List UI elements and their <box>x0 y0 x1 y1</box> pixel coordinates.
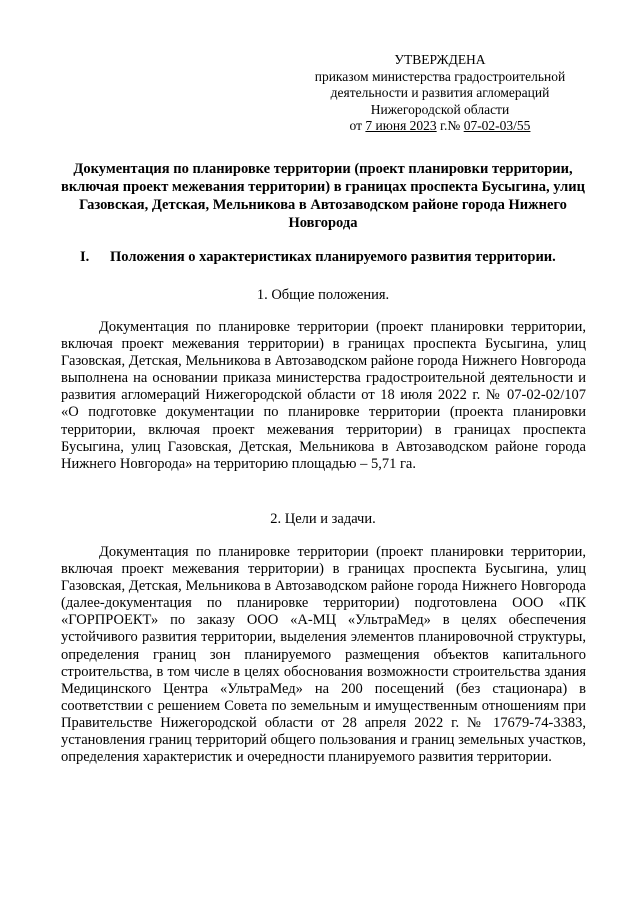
approval-date: 7 июня 2023 <box>365 118 437 133</box>
section-title: Положения о характеристиках планируемого развития территории. <box>110 249 556 265</box>
approval-region: Нижегородской области <box>370 101 510 117</box>
approval-number: 07-02-03/55 <box>463 118 531 133</box>
paragraph-general: Документация по планировке территории (проект планировки территории, включая проект межевания территории) в границах проспекта Бусыгина, улиц Газовская, Детская, Мельникова в Автозаводском районе города Нижнего Новгорода выполнена на основании приказа министерства градостроительной деятельности и развития агломераций Нижегородской области от 18 июля 2022 г. № 07-02-02/107 «О подготовке документации по планировке территории (проекта планировки территории, включая проект межевания территории) в границах проспекта Бусыгина, улиц Газовская, Детская, Мельникова в Автозаводском районе города Нижнего Новгорода» на территорию площадью – 5,71 га. <box>61 319 586 472</box>
section-number: I. <box>80 249 90 265</box>
approval-date-prefix: от <box>349 118 366 133</box>
approval-title: УТВЕРЖДЕНА <box>394 52 486 67</box>
section-heading <box>80 248 590 266</box>
approval-stamp <box>300 52 580 135</box>
subsection-heading-general: 1. Общие положения. <box>256 287 390 303</box>
approval-issuer-line: приказом министерства градостроительной <box>314 68 566 84</box>
approval-number-prefix: г.№ <box>436 118 464 133</box>
approval-issuer-line: деятельности и развития агломераций <box>330 85 550 100</box>
document-title: Документация по планировке территории (проект планировки территории, включая проект межевания территории) в границах проспекта Бусыгина, улиц Газовская, Детская, Мельникова в Автозаводском районе города Нижнего Новгорода <box>60 161 585 231</box>
approval-date-line <box>300 118 580 135</box>
paragraph-goals: Документация по планировке территории (проект планировки территории, включая проект межевания территории) в границах проспекта Бусыгина, улиц Газовская, Детская, Мельникова в Автозаводском районе города Нижнего Новгорода (далее-документация по планировке территории) подготовлена ООО «ПК «ГОРПРОЕКТ» по заказу ООО «А-МЦ «УльтраМед» в целях обеспечения устойчивого развития территории, выделения элементов планировочной структуры, определения границ зон планируемого размещения объектов капитального строительства, в том числе в целях обоснования возможности строительства здания Медицинского Центра «УльтраМед» на 200 посещений (без стационара) в соответствии с решением Совета по земельным и имущественным отношениям при Правительстве Нижегородской области от 28 апреля 2022 г. № 17679-74-3383, установления границ территорий общего пользования и границ земельных участков, определения характеристик и очередности планируемого развития территории. <box>61 544 586 766</box>
subsection-heading-goals: 2. Цели и задачи. <box>270 511 376 527</box>
